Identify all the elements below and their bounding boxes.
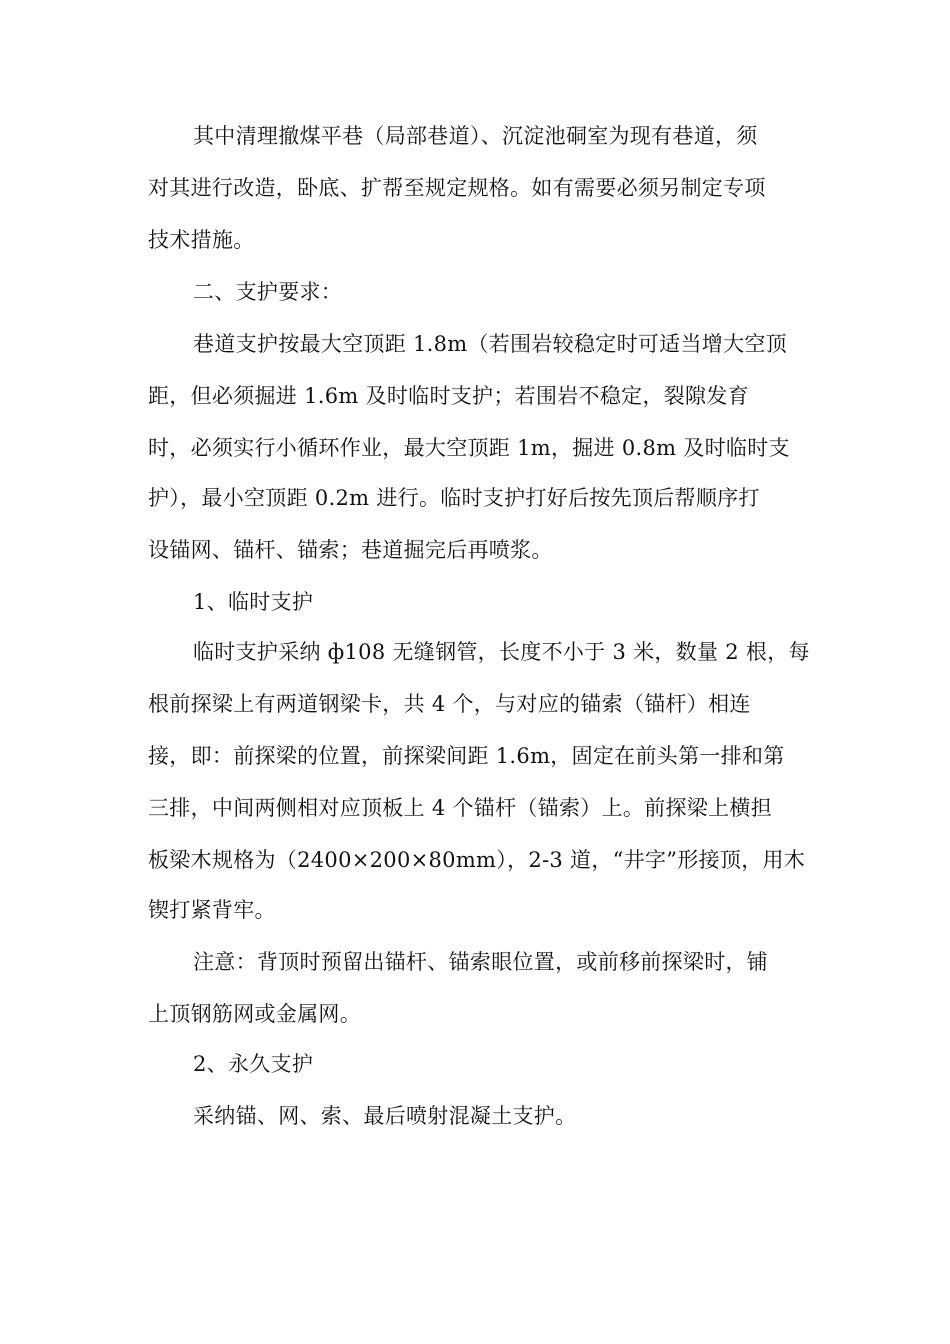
paragraph-line: 护），最小空顶距 0.2m 进行。临时支护打好后按先顶后帮顺序打 (148, 486, 760, 510)
paragraph-line: 设锚网、锚杆、锚索；巷道掘完后再喷浆。 (148, 538, 553, 562)
paragraph-line: 临时支护采纳 ф108 无缝钢管，长度不小于 3 米，数量 2 根，每 (193, 640, 810, 664)
paragraph-line: 对其进行改造，卧底、扩帮至规定规格。如有需要必须另制定专项 (148, 176, 766, 200)
note-line: 注意：背顶时预留出锚杆、锚索眼位置，或前移前探梁时，铺 (193, 950, 769, 974)
paragraph-line: 板梁木规格为（2400×200×80mm），2-3 道，“井字”形接顶，用木 (148, 848, 806, 872)
paragraph-line: 时，必须实行小循环作业，最大空顶距 1m，掘进 0.8m 及时临时支 (148, 436, 790, 460)
paragraph-line: 距，但必须掘进 1.6m 及时临时支护；若围岩不稳定，裂隙发育 (148, 384, 749, 408)
paragraph-line: 根前探梁上有两道钢梁卡，共 4 个，与对应的锚索（锚杆）相连 (148, 692, 751, 716)
note-line: 上顶钢筋网或金属网。 (148, 1002, 361, 1026)
paragraph-line: 三排，中间两侧相对应顶板上 4 个锚杆（锚索）上。前探梁上横担 (148, 796, 773, 820)
paragraph-line: 技术措施。 (148, 228, 255, 252)
subsection-heading: 2、永久支护 (193, 1052, 314, 1076)
paragraph-line: 接，即：前探梁的位置，前探梁间距 1.6m，固定在前头第一排和第 (148, 744, 785, 768)
paragraph-line: 其中清理撤煤平巷（局部巷道）、沉淀池硐室为现有巷道，须 (193, 124, 758, 148)
paragraph-line: 巷道支护按最大空顶距 1.8m（若围岩较稳定时可适当增大空顶 (193, 332, 787, 356)
subsection-heading: 1、临时支护 (193, 590, 314, 614)
paragraph-line: 锲打紧背牢。 (148, 898, 276, 922)
paragraph-line: 采纳锚、网、索、最后喷射混凝土支护。 (193, 1104, 577, 1128)
section-heading: 二、支护要求： (193, 280, 343, 304)
